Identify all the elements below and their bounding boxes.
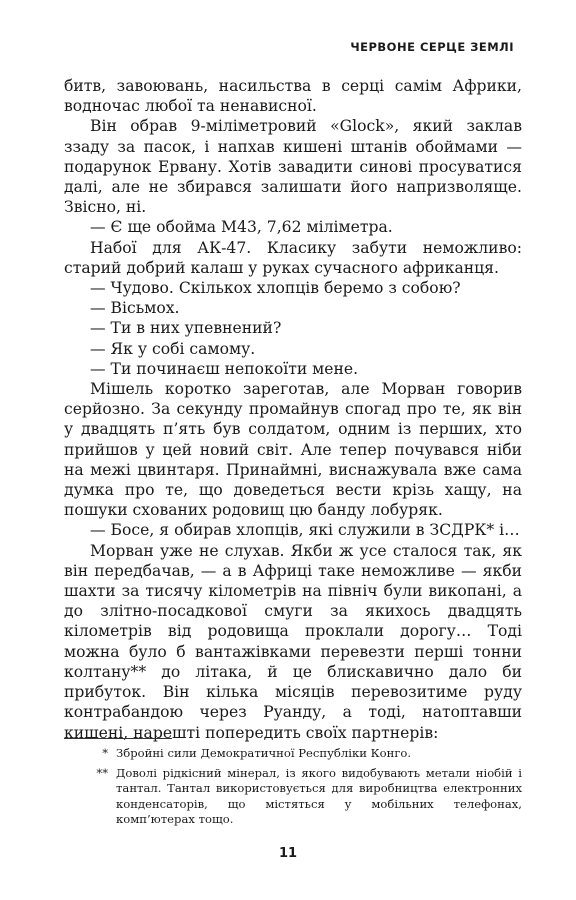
footnote-mark: * bbox=[102, 746, 108, 760]
dialogue-line: — Босе, я обирав хлопців, які служили в ЗСДРК* і… bbox=[90, 521, 520, 540]
paragraph: Набої для АК-47. Класику забути неможливо: старий добрий калаш у руках сучасного африканця. bbox=[64, 238, 522, 277]
dialogue-line: — Як у собі самому. bbox=[90, 339, 256, 358]
paragraph: Морван уже не слухав. Якби ж усе сталося так, як він передбачав, — а в Африці таке неможливе — якби шахти за тисячу кілометрів на північ були викопані, а до злітно-посадкової смуги за якихось двадцять кілометрів від родовища проклали дорогу… Тоді можна було б вантажівками перевезти перші тонни колтану** до літака, й це блискавично дало би прибуток. Він кілька місяців перевозитиме руду контрабандою через Руанду, а тоді, натоптавши кишені, нарешті попередить своїх партнерів: bbox=[64, 541, 522, 742]
footnote-mark: ** bbox=[96, 765, 108, 780]
dialogue-line: — Ти в них упевнений? bbox=[90, 319, 282, 338]
footnote-divider bbox=[64, 738, 172, 739]
dialogue-line: — Вісьмох. bbox=[90, 299, 180, 318]
paragraph: битв, завоювань, насильства в серці самім Африки, водночас любої та ненависної. bbox=[64, 77, 522, 116]
running-header: ЧЕРВОНЕ СЕРЦЕ ЗЕМЛІ bbox=[350, 40, 514, 54]
footnote-text: Доволі рідкісний мінерал, із якого видобувають метали ніобій і тантал. Тантал використовується для виробництва електронних конденсаторів, що містяться у мобільних телефонах, комп’ютерах тощо. bbox=[116, 765, 522, 827]
dialogue-line: — Є ще обойма М43, 7,62 міліметра. bbox=[90, 218, 393, 237]
paragraph: Мішель коротко зареготав, але Морван говорив серйозно. За секунду промайнув спогад про те, як він у двадцять п’ять був солдатом, одним із перших, хто прийшов у цей новий світ. Але тепер почувався ніби на межі цвинтаря. Принаймні, виснажувала вже сама думка про те, що доведеться вести крізь хащу, на пошуки схованих родовищ цю банду лобуряк. bbox=[64, 380, 522, 520]
dialogue-line: — Ти починаєш непокоїти мене. bbox=[90, 359, 359, 378]
footnote bbox=[64, 746, 522, 762]
dialogue-line: — Чудово. Скількох хлопців беремо з собою? bbox=[90, 279, 461, 298]
footnote bbox=[64, 766, 522, 828]
page-number: 11 bbox=[278, 846, 298, 861]
footnotes bbox=[64, 746, 522, 832]
paragraph: Він обрав 9-міліметровий «Glock», який заклав ззаду за пасок, і напхав кишені штанів обоймами — подарунок Ервану. Хотів завадити синові просуватися далі, але не збирався залишати його напризволяще. Звісно, ні. bbox=[64, 117, 522, 217]
body-text bbox=[64, 76, 522, 743]
footnote-text: Збройні сили Демократичної Республіки Конго. bbox=[116, 746, 412, 760]
